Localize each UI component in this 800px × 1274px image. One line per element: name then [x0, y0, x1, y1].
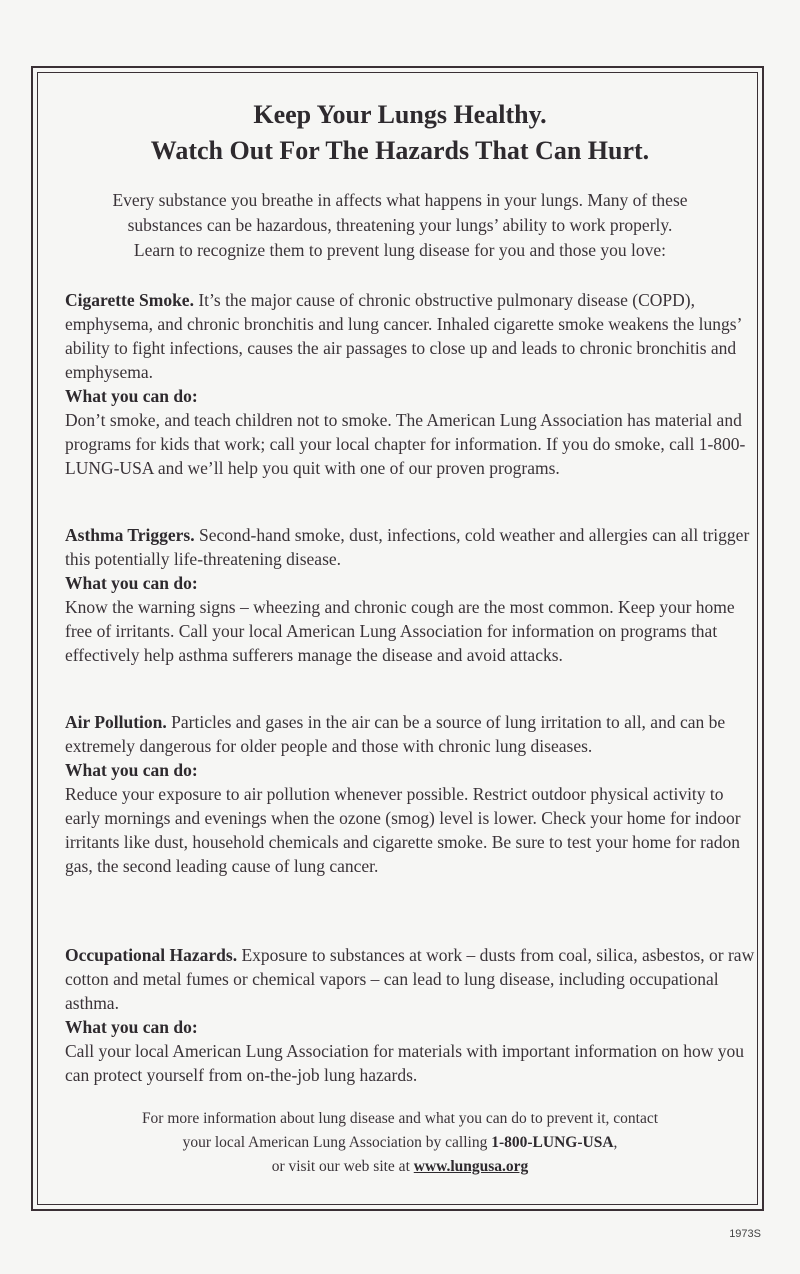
section-description-text: Particles and gases in the air can be a source of lung irritation to all, and can be extremely dangerous for older people and those with chronic lung diseases.	[65, 712, 726, 756]
section-air-pollution	[65, 710, 755, 878]
action-text: Call your local American Lung Association for materials with important information on how you can protect yourself from on-the-job lung hazards.	[65, 1041, 744, 1085]
intro-line-3: Learn to recognize them to prevent lung disease for you and those you love:	[133, 240, 667, 260]
footer-line-3-prefix: or visit our web site at	[271, 1158, 410, 1175]
section-description	[65, 288, 755, 384]
section-description-text: Second-hand smoke, dust, infections, cold weather and allergies can all trigger this potentially life-threatening disease.	[65, 525, 750, 569]
form-code: 1973S	[729, 1228, 761, 1240]
action-heading: What you can do:	[65, 1017, 198, 1037]
action-text: Reduce your exposure to air pollution whenever possible. Restrict outdoor physical activity to early mornings and evenings when the ozone (smog) level is lower. Check your home for indoor irritants like dust, household chemicals and cigarette smoke. Be sure to test your home for radon gas, the second leading cause of lung cancer.	[65, 784, 741, 876]
section-asthma-triggers	[65, 523, 755, 667]
page-title	[0, 97, 800, 169]
section-description-text: It’s the major cause of chronic obstructive pulmonary disease (COPD), emphysema, and chronic bronchitis and lung cancer. Inhaled cigarette smoke weakens the lungs’ ability to fight infections, causes the air passages to close up and leads to chronic bronchitis and emphysema.	[65, 290, 742, 382]
intro-line-1: Every substance you breathe in affects what happens in your lungs. Many of these	[112, 190, 688, 210]
action-heading: What you can do:	[65, 760, 198, 780]
contact-footer	[40, 1107, 760, 1179]
section-description	[65, 710, 755, 758]
section-occupational-hazards	[65, 943, 755, 1087]
footer-line-2-prefix: your local American Lung Association by calling	[182, 1134, 488, 1151]
action-text: Don’t smoke, and teach children not to smoke. The American Lung Association has material and programs for kids that work; call your local chapter for information. If you do smoke, call 1-800-LUNG-USA and we’ll help you quit with one of our proven programs.	[65, 410, 746, 478]
title-line-1: Keep Your Lungs Healthy.	[253, 100, 547, 129]
action-text: Know the warning signs – wheezing and chronic cough are the most common. Keep your home free of irritants. Call your local American Lung Association for information on programs that effectively help asthma sufferers manage the disease and avoid attacks.	[65, 597, 735, 665]
intro-paragraph	[40, 188, 760, 263]
section-description-text: Exposure to substances at work – dusts from coal, silica, asbestos, or raw cotton and metal fumes or chemical vapors – can lead to lung disease, including occupational asthma.	[65, 945, 755, 1013]
section-heading: Occupational Hazards.	[65, 945, 238, 965]
phone-number: 1-800-LUNG-USA	[491, 1134, 614, 1151]
footer-line-1: For more information about lung disease and what you can do to prevent it, contact	[141, 1110, 659, 1127]
section-description	[65, 943, 755, 1015]
action-heading: What you can do:	[65, 573, 198, 593]
website-link[interactable]: www.lungusa.org	[413, 1158, 529, 1175]
section-heading: Cigarette Smoke.	[65, 290, 194, 310]
intro-line-2: substances can be hazardous, threatening your lungs’ ability to work properly.	[127, 215, 673, 235]
section-heading: Air Pollution.	[65, 712, 167, 732]
section-cigarette-smoke	[65, 288, 755, 480]
section-description	[65, 523, 755, 571]
action-heading: What you can do:	[65, 386, 198, 406]
title-line-2: Watch Out For The Hazards That Can Hurt.	[150, 136, 650, 165]
footer-line-2-suffix: ,	[613, 1134, 618, 1151]
section-heading: Asthma Triggers.	[65, 525, 195, 545]
